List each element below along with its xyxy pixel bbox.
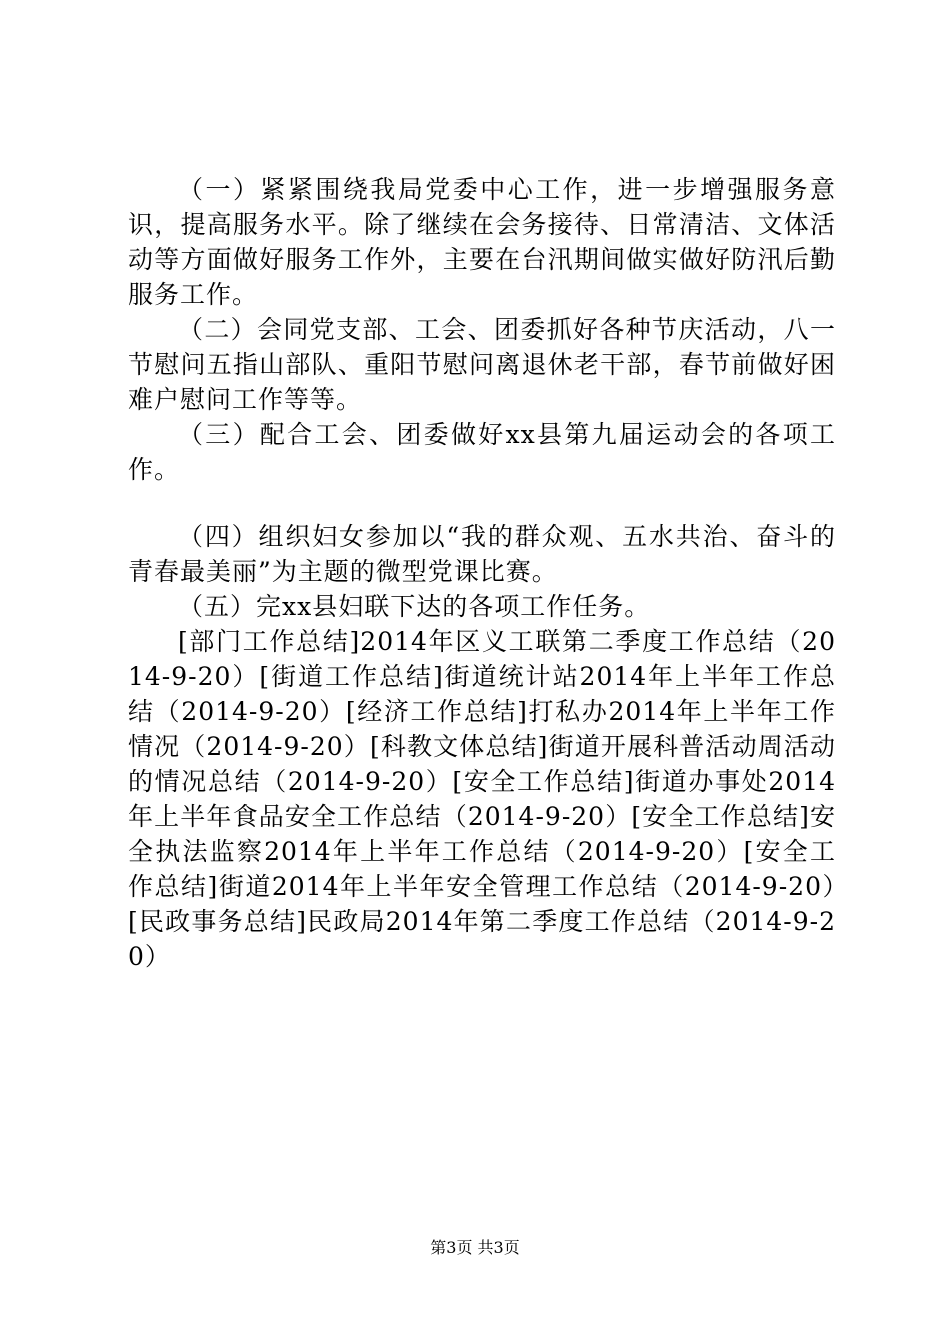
paragraph-1: （一）紧紧围绕我局党委中心工作，进一步增强服务意识，提高服务水平。除了继续在会务接待、日常清洁、文体活动等方面做好服务工作外，主要在台汛期间做实做好防汛后勤服务工作。 (128, 175, 836, 309)
paragraph-2: （二）会同党支部、工会、团委抓好各种节庆活动，八一节慰问五指山部队、重阳节慰问离退休老干部，春节前做好困难户慰问工作等等。 (128, 315, 836, 414)
document-body (128, 172, 836, 974)
page-footer: 第3页 共3页 (430, 1238, 520, 1257)
paragraph-3: （三）配合工会、团委做好xx县第九届运动会的各项工作。 (128, 420, 836, 484)
paragraph-spacer (128, 487, 836, 519)
related-links-paragraph: [部门工作总结]2014年区义工联第二季度工作总结（2014-9-20）[街道工作总结]街道统计站2014年上半年工作总结（2014-9-20）[经济工作总结]打私办2014年上半年工作情况（2014-9-20）[科教文体总结]街道开展科普活动周活动的情况总结（2014-9-20）[安全工作总结]街道办事处2014年上半年食品安全工作总结（2014-9-20）[安全工作总结]安全执法监察2014年上半年工作总结（2014-9-20）[安全工作总结]街道2014年上半年安全管理工作总结（2014-9-20）[民政事务总结]民政局2014年第二季度工作总结（2014-9-20） (128, 627, 836, 971)
paragraph-4: （四）组织妇女参加以“我的群众观、五水共治、奋斗的青春最美丽”为主题的微型党课比赛。 (128, 522, 836, 586)
paragraph-5: （五）完xx县妇联下达的各项工作任务。 (178, 592, 651, 621)
